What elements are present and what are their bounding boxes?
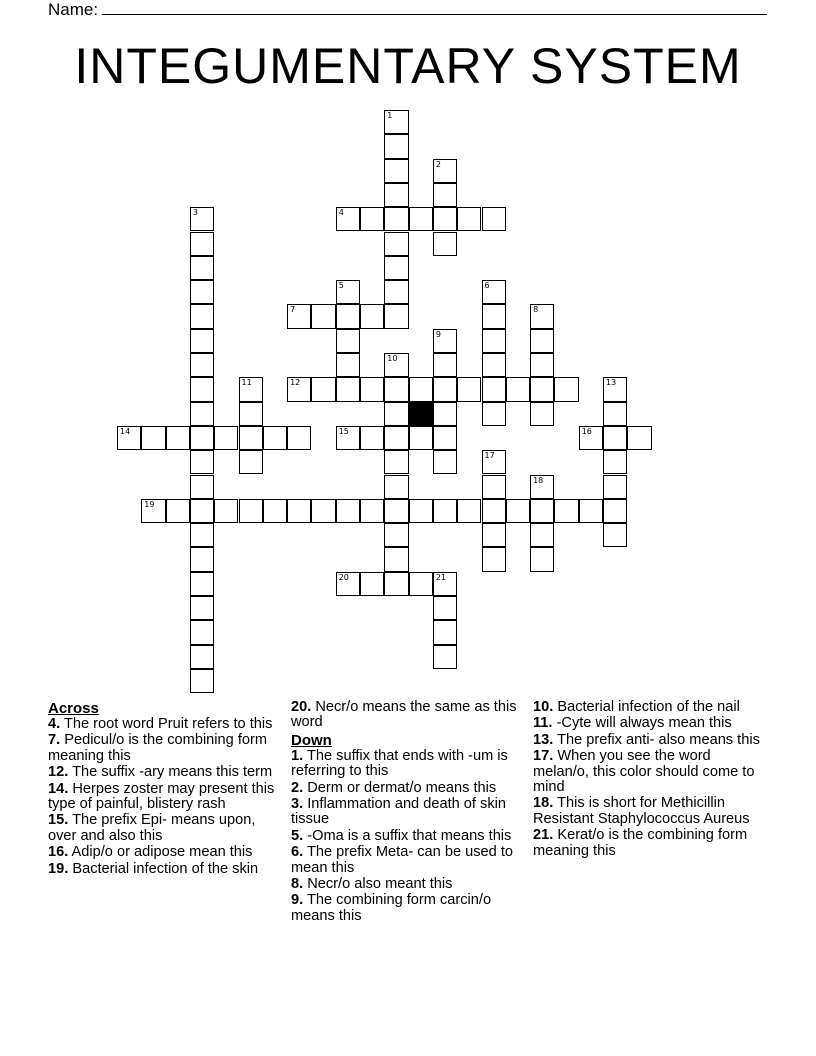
crossword-cell[interactable] xyxy=(360,377,384,401)
clue-number: 20 xyxy=(338,572,349,582)
crossword-cell[interactable] xyxy=(384,475,408,499)
crossword-cell[interactable] xyxy=(190,620,214,644)
crossword-cell[interactable] xyxy=(360,207,384,231)
crossword-cell[interactable] xyxy=(530,377,554,401)
across-clue xyxy=(48,765,280,780)
page-title: INTEGUMENTARY SYSTEM xyxy=(74,38,742,94)
clue-text: Inflammation and death of skin tissue xyxy=(291,796,506,828)
crossword-cell[interactable] xyxy=(190,645,214,669)
crossword-cell[interactable] xyxy=(433,377,457,401)
crossword-cell[interactable] xyxy=(141,426,165,450)
crossword-cell[interactable] xyxy=(239,377,263,401)
crossword-cell[interactable] xyxy=(482,377,506,401)
crossword-cell[interactable] xyxy=(433,232,457,256)
crossword-cell[interactable] xyxy=(287,499,311,523)
across-heading: Across xyxy=(48,700,99,717)
crossword-cell[interactable] xyxy=(433,645,457,669)
clue-number: 7 xyxy=(290,305,296,315)
crossword-cell[interactable] xyxy=(190,329,214,353)
clue-number-label: 13. xyxy=(533,731,554,748)
clue-number: 10 xyxy=(387,354,398,363)
clue-number-label: 2. xyxy=(291,779,304,796)
clue-text: The prefix anti- also means this xyxy=(553,731,760,748)
crossword-cell[interactable] xyxy=(384,450,408,474)
crossword-cell[interactable] xyxy=(190,596,214,620)
clue-number: 4 xyxy=(338,208,344,218)
across-clue xyxy=(48,813,280,844)
crossword-cell[interactable] xyxy=(384,110,408,134)
down-heading: Down xyxy=(291,731,332,749)
clue-number: 9 xyxy=(435,329,441,339)
crossword-cell[interactable] xyxy=(530,499,554,523)
crossword-cell[interactable] xyxy=(190,280,214,304)
name-field[interactable] xyxy=(48,0,767,20)
down-clue xyxy=(291,797,521,828)
clue-number-label: 11. xyxy=(533,715,553,732)
crossword-cell[interactable] xyxy=(384,426,408,450)
crossword-cell[interactable] xyxy=(482,499,506,523)
clue-text: -Oma is a suffix that means this xyxy=(303,827,512,844)
crossword-cell[interactable] xyxy=(360,304,384,328)
crossword-cell[interactable] xyxy=(384,256,408,280)
crossword-cell[interactable] xyxy=(603,377,627,401)
crossword-cell[interactable] xyxy=(554,499,578,523)
crossword-cell[interactable] xyxy=(409,207,433,231)
crossword-cell[interactable] xyxy=(603,426,627,450)
across-clue xyxy=(48,717,280,732)
clue-text: The suffix that ends with -um is referring to this xyxy=(291,747,508,780)
crossword-cell[interactable] xyxy=(239,426,263,450)
clue-number-label: 16. xyxy=(48,844,69,861)
down-clue xyxy=(533,749,765,795)
clue-number: 12 xyxy=(290,378,301,388)
crossword-cell[interactable] xyxy=(190,523,214,547)
clue-number: 21 xyxy=(435,572,447,582)
crossword-cell[interactable] xyxy=(433,450,457,474)
crossword-cell[interactable] xyxy=(530,547,554,571)
crossword-cell[interactable] xyxy=(530,304,554,328)
clue-number-label: 9. xyxy=(291,892,304,909)
crossword-cell[interactable] xyxy=(433,572,457,596)
crossword-cell[interactable] xyxy=(433,620,457,644)
clue-number: 18 xyxy=(533,475,544,485)
crossword-cell[interactable] xyxy=(482,207,506,231)
clue-text: The prefix Meta- can be used to mean this xyxy=(291,844,514,876)
clue-number-label: 17. xyxy=(533,748,554,765)
crossword-cell[interactable] xyxy=(409,377,433,401)
clue-number-label: 21. xyxy=(533,827,554,844)
down-clue xyxy=(533,828,765,859)
down-clue xyxy=(291,877,521,892)
clue-number: 11 xyxy=(241,378,252,388)
clue-number-label: 14. xyxy=(48,780,69,797)
crossword-cell[interactable] xyxy=(433,426,457,450)
down-clue xyxy=(291,829,521,844)
down-clue xyxy=(533,716,765,731)
crossword-cell[interactable] xyxy=(482,280,506,304)
crossword-cell[interactable] xyxy=(360,572,384,596)
crossword-cell[interactable] xyxy=(166,499,190,523)
crossword-cell[interactable] xyxy=(239,402,263,426)
crossword-cell[interactable] xyxy=(457,207,481,231)
crossword-cell[interactable] xyxy=(190,547,214,571)
across-clue xyxy=(48,862,280,877)
clue-text: The suffix -ary means this term xyxy=(68,764,273,781)
clue-number: 13 xyxy=(606,378,617,388)
name-underline[interactable] xyxy=(102,0,767,15)
clue-number-label: 15. xyxy=(48,812,69,829)
crossword-cell[interactable] xyxy=(482,475,506,499)
crossword-cell[interactable] xyxy=(384,304,408,328)
clue-text: Pedicul/o is the combining form meaning this xyxy=(48,732,268,764)
crossword-cell[interactable] xyxy=(384,499,408,523)
clue-text: Adip/o or adipose mean this xyxy=(68,844,253,861)
clue-text: The root word Pruit refers to this xyxy=(60,716,273,732)
crossword-cell[interactable] xyxy=(190,256,214,280)
crossword-cell[interactable] xyxy=(336,572,360,596)
down-clue-list xyxy=(291,749,521,924)
crossword-cell[interactable] xyxy=(433,353,457,377)
name-label: Name: xyxy=(48,0,99,19)
crossword-cell[interactable] xyxy=(433,596,457,620)
crossword-cell[interactable] xyxy=(190,475,214,499)
clue-number: 6 xyxy=(484,281,490,291)
crossword-cell[interactable] xyxy=(433,159,457,183)
crossword-cell[interactable] xyxy=(190,450,214,474)
clue-number: 3 xyxy=(192,208,198,218)
crossword-cell[interactable] xyxy=(311,304,335,328)
crossword-cell[interactable] xyxy=(627,426,651,450)
clue-number: 8 xyxy=(533,305,539,315)
crossword-cell[interactable] xyxy=(190,377,214,401)
crossword-cell[interactable] xyxy=(239,499,263,523)
crossword-cell[interactable] xyxy=(603,499,627,523)
across-clue xyxy=(48,845,280,860)
crossword-cell[interactable] xyxy=(336,280,360,304)
crossword-cell[interactable] xyxy=(336,304,360,328)
down-clue xyxy=(291,749,521,780)
across-clue xyxy=(291,700,521,731)
clue-number: 14 xyxy=(120,426,131,436)
crossword-cell[interactable] xyxy=(482,402,506,426)
clue-number-label: 1. xyxy=(291,747,304,764)
clue-number: 15 xyxy=(338,426,349,436)
crossword-cell[interactable] xyxy=(166,426,190,450)
down-clue xyxy=(533,700,765,715)
crossword-cell[interactable] xyxy=(482,547,506,571)
clue-text: Bacterial infection of the skin xyxy=(68,860,259,877)
crossword-cell[interactable] xyxy=(384,547,408,571)
crossword-cell[interactable] xyxy=(457,499,481,523)
crossword-cell[interactable] xyxy=(384,232,408,256)
crossword-cell[interactable] xyxy=(482,450,506,474)
crossword-cell[interactable] xyxy=(433,329,457,353)
clue-text: Necr/o also meant this xyxy=(303,876,453,893)
clue-column-2 xyxy=(291,700,521,925)
crossword-cell[interactable] xyxy=(214,426,238,450)
across-clue xyxy=(48,733,280,764)
crossword-cell[interactable] xyxy=(360,499,384,523)
crossword-cell[interactable] xyxy=(190,353,214,377)
clue-number-label: 7. xyxy=(48,732,61,749)
clue-number-label: 8. xyxy=(291,876,304,893)
clue-column-3 xyxy=(533,700,765,860)
clue-number-label: 4. xyxy=(48,716,61,732)
across-clue xyxy=(48,782,280,813)
crossword-cell[interactable] xyxy=(554,377,578,401)
crossword-cell[interactable] xyxy=(263,499,287,523)
down-clue xyxy=(533,796,765,827)
crossword-cell[interactable] xyxy=(530,353,554,377)
crossword-cell[interactable] xyxy=(603,475,627,499)
crossword-cell[interactable] xyxy=(482,329,506,353)
crossword-cell[interactable] xyxy=(482,353,506,377)
crossword-cell[interactable] xyxy=(336,499,360,523)
clue-number: 19 xyxy=(144,499,155,509)
crossword-cell[interactable] xyxy=(603,402,627,426)
clue-text: Necr/o means the same as this word xyxy=(291,699,517,731)
clue-number-label: 18. xyxy=(533,795,554,812)
crossword-cell[interactable] xyxy=(482,304,506,328)
clue-column-1 xyxy=(48,700,280,878)
clue-text: This is short for Methicillin Resistant Staphylococcus Aureus xyxy=(533,795,750,827)
clue-number-label: 20. xyxy=(291,699,312,715)
crossword-cell[interactable] xyxy=(409,499,433,523)
crossword-cell[interactable] xyxy=(384,207,408,231)
crossword-cell[interactable] xyxy=(506,499,530,523)
crossword-cell[interactable] xyxy=(287,426,311,450)
crossword-cell[interactable] xyxy=(384,572,408,596)
crossword-cell[interactable] xyxy=(384,134,408,158)
crossword-cell[interactable] xyxy=(530,523,554,547)
crossword-cell[interactable] xyxy=(311,499,335,523)
clue-text: -Cyte will always mean this xyxy=(552,715,732,732)
crossword-cell[interactable] xyxy=(311,377,335,401)
crossword-cell[interactable] xyxy=(530,402,554,426)
crossword-cell[interactable] xyxy=(287,377,311,401)
clue-number: 16 xyxy=(581,426,592,436)
clue-text: The prefix Epi- means upon, over and also this xyxy=(48,812,256,844)
crossword-cell[interactable] xyxy=(336,426,360,450)
crossword-cell[interactable] xyxy=(384,353,408,377)
crossword-cell[interactable] xyxy=(287,304,311,328)
crossword-cell[interactable] xyxy=(530,475,554,499)
crossword-cell[interactable] xyxy=(433,207,457,231)
crossword-cell[interactable] xyxy=(384,377,408,401)
crossword-cell[interactable] xyxy=(603,523,627,547)
clue-text: Herpes zoster may present this type of painful, blistery rash xyxy=(48,780,275,813)
clue-number-label: 6. xyxy=(291,844,304,861)
clue-number: 17 xyxy=(484,451,495,461)
crossword-cell[interactable] xyxy=(336,377,360,401)
clue-number: 2 xyxy=(435,159,441,169)
crossword-cell[interactable] xyxy=(433,402,457,426)
crossword-cell[interactable] xyxy=(530,329,554,353)
clue-text: Bacterial infection of the nail xyxy=(553,699,740,715)
down-clue xyxy=(291,781,521,796)
crossword-cell[interactable] xyxy=(409,572,433,596)
crossword-cell[interactable] xyxy=(384,523,408,547)
crossword-cell[interactable] xyxy=(190,207,214,231)
crossword-cell[interactable] xyxy=(190,402,214,426)
crossword-cell[interactable] xyxy=(190,572,214,596)
down-clue-list-continued xyxy=(533,700,765,859)
crossword-cell[interactable] xyxy=(360,426,384,450)
clue-number-label: 3. xyxy=(291,796,304,813)
crossword-cell[interactable] xyxy=(384,402,408,426)
crossword-cell[interactable] xyxy=(579,426,603,450)
crossword-cell[interactable] xyxy=(384,280,408,304)
clue-text: The combining form carcin/o means this xyxy=(291,892,492,924)
crossword-cell[interactable] xyxy=(239,450,263,474)
crossword-cell[interactable] xyxy=(603,450,627,474)
crossword-cell[interactable] xyxy=(141,499,165,523)
down-clue xyxy=(291,893,521,924)
crossword-cell[interactable] xyxy=(482,523,506,547)
crossword-cell[interactable] xyxy=(457,377,481,401)
clue-number-label: 5. xyxy=(291,827,304,844)
clue-number: 1 xyxy=(387,111,393,120)
crossword-cell[interactable] xyxy=(506,377,530,401)
clue-number: 5 xyxy=(338,281,344,291)
crossword-cell[interactable] xyxy=(336,353,360,377)
across-clue-list xyxy=(48,717,280,877)
crossword-cell[interactable] xyxy=(190,426,214,450)
crossword-cell[interactable] xyxy=(190,232,214,256)
crossword-cell[interactable] xyxy=(263,426,287,450)
crossword-cell[interactable] xyxy=(336,207,360,231)
crossword-cell[interactable] xyxy=(214,499,238,523)
crossword-cell[interactable] xyxy=(384,183,408,207)
crossword-cell[interactable] xyxy=(336,329,360,353)
crossword-cell[interactable] xyxy=(190,499,214,523)
crossword-black-cell xyxy=(409,402,433,426)
crossword-cell[interactable] xyxy=(384,159,408,183)
crossword-cell[interactable] xyxy=(433,183,457,207)
crossword-cell[interactable] xyxy=(409,426,433,450)
crossword-cell[interactable] xyxy=(433,499,457,523)
clue-text: Kerat/o is the combining form meaning this xyxy=(533,827,748,859)
clue-number-label: 10. xyxy=(533,699,554,715)
clue-text: When you see the word melan/o, this color should come to mind xyxy=(533,748,755,796)
clue-number-label: 19. xyxy=(48,860,69,877)
down-clue xyxy=(291,845,521,876)
clue-text: Derm or dermat/o means this xyxy=(303,779,497,796)
crossword-cell[interactable] xyxy=(579,499,603,523)
across-clue-list-continued xyxy=(291,700,521,731)
crossword-cell[interactable] xyxy=(117,426,141,450)
crossword-cell[interactable] xyxy=(190,304,214,328)
down-clue xyxy=(533,733,765,748)
crossword-cell[interactable] xyxy=(190,669,214,693)
clue-number-label: 12. xyxy=(48,764,69,781)
